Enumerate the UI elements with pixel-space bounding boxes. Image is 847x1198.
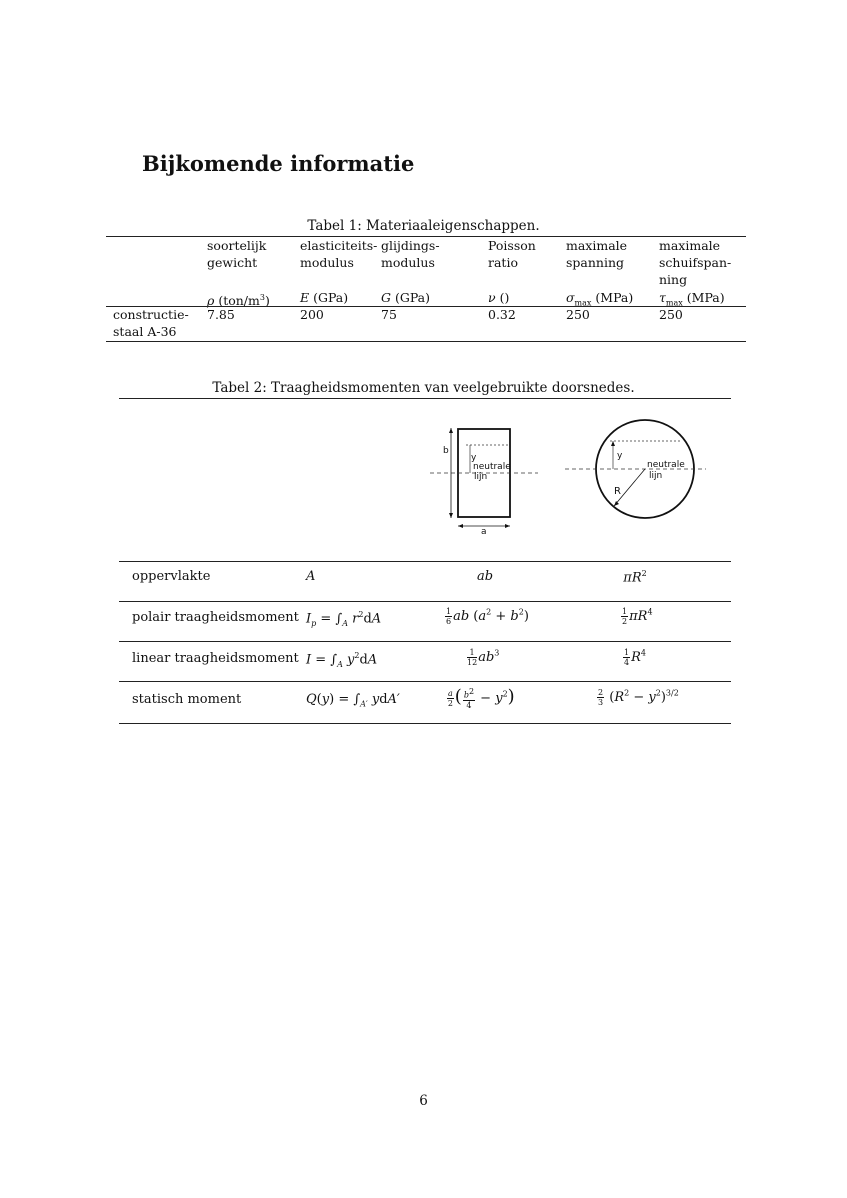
table2-rect-static: $\frac{a}{2}$ ( $\frac{b^2}{4}$ − $y^2$) <box>447 686 515 710</box>
table2-label-area: oppervlakte <box>132 569 211 584</box>
table1-value-shear-modulus: 75 <box>381 307 397 322</box>
table2-circle-area: $\pi R^2$ <box>623 569 647 586</box>
table1-mid-rule <box>106 306 746 307</box>
table2-rect-polar: $\frac{1}{6}$ ab $(a^2 + b^2)$ <box>446 607 529 626</box>
table2-label-linear: linear traagheidsmoment <box>132 651 299 666</box>
table1-caption: Tabel 1: Materiaaleigenschappen. <box>307 218 540 234</box>
section-title: Bijkomende informatie <box>142 151 415 176</box>
table1-header-max-shear: maximale schuifspan- ning <box>659 238 732 287</box>
table1-unit-poisson: ν () <box>488 290 510 305</box>
label-neutral-circle: neutrale <box>647 460 685 470</box>
label-lijn-circle: lijn <box>649 471 663 481</box>
table2-label-polar: polair traagheidsmoment <box>132 610 299 625</box>
table1-unit-elasticity: E (GPa) <box>300 290 349 305</box>
table2-formula-polar: $I_p = \int_A$ $r^2dA$ <box>306 610 382 628</box>
label-y-circle: y <box>617 451 623 461</box>
table2-formula-area: A <box>306 569 316 584</box>
table1-value-density: 7.85 <box>207 307 235 322</box>
table2-rect-area: ab <box>476 569 494 584</box>
table1-header-max-stress: maximale spanning <box>566 238 628 270</box>
table2-rule-2 <box>119 601 731 602</box>
cross-section-figure <box>420 418 710 540</box>
table1-unit-density: ρ $(ton/m^3)$ <box>207 293 270 309</box>
table1-value-poisson: 0.32 <box>488 307 516 322</box>
table2-caption: Tabel 2: Traagheidsmomenten van veelgebruikte doorsnedes. <box>212 380 635 396</box>
table2-bottom-rule <box>119 723 731 724</box>
table2-circle-polar: $\frac{1}{2}$ $\pi R^4$ <box>622 607 653 626</box>
table1-header-elasticity: elasticiteits- modulus <box>300 238 378 270</box>
label-neutral-rect: neutrale <box>473 462 511 472</box>
table1-unit-shear-modulus: G (GPa) <box>381 290 431 305</box>
table2-rule-1 <box>119 561 731 562</box>
table1-header-poisson: Poisson ratio <box>488 238 536 270</box>
table2-circle-linear: $\frac{1}{4}$ $R^4$ <box>624 648 646 667</box>
table2-rule-3 <box>119 641 731 642</box>
table2-rule-4 <box>119 681 731 682</box>
label-lijn-rect: lijn <box>474 472 488 482</box>
table1-unit-max-stress: $\sigma_{max}$ (MPa) <box>566 290 634 308</box>
page-number: 6 <box>419 1093 428 1109</box>
label-b: b <box>443 446 449 456</box>
table2-label-static: statisch moment <box>132 692 242 707</box>
table2-formula-static: $Q(y) = \int_{A'}$ ydA′ <box>306 692 400 709</box>
table2-top-rule <box>119 398 731 399</box>
table1-unit-max-shear: $\tau_{max}$ (MPa) <box>659 290 725 308</box>
table1-header-shear-modulus: glijdings- modulus <box>381 238 440 270</box>
table1-value-max-stress: 250 <box>566 307 590 322</box>
label-R: R <box>614 486 621 497</box>
label-y-rect: y <box>471 453 477 463</box>
table1-row-label: constructie- staal A-36 <box>113 307 189 339</box>
table2-circle-static: $\frac{2}{3}$ $(R^2 - y^2)^{3/2}$ <box>598 688 679 707</box>
table1-header-density: soortelijk gewicht <box>207 238 267 270</box>
table2-formula-linear: $I = \int_A$ $y^2dA$ <box>306 651 378 669</box>
table1-value-max-shear: 250 <box>659 307 683 322</box>
table1-value-elasticity: 200 <box>300 307 324 322</box>
table1-bottom-rule <box>106 341 746 342</box>
label-a: a <box>481 527 487 537</box>
table2-rect-linear: $\frac{1}{12}$ $ab^3$ <box>467 648 500 667</box>
